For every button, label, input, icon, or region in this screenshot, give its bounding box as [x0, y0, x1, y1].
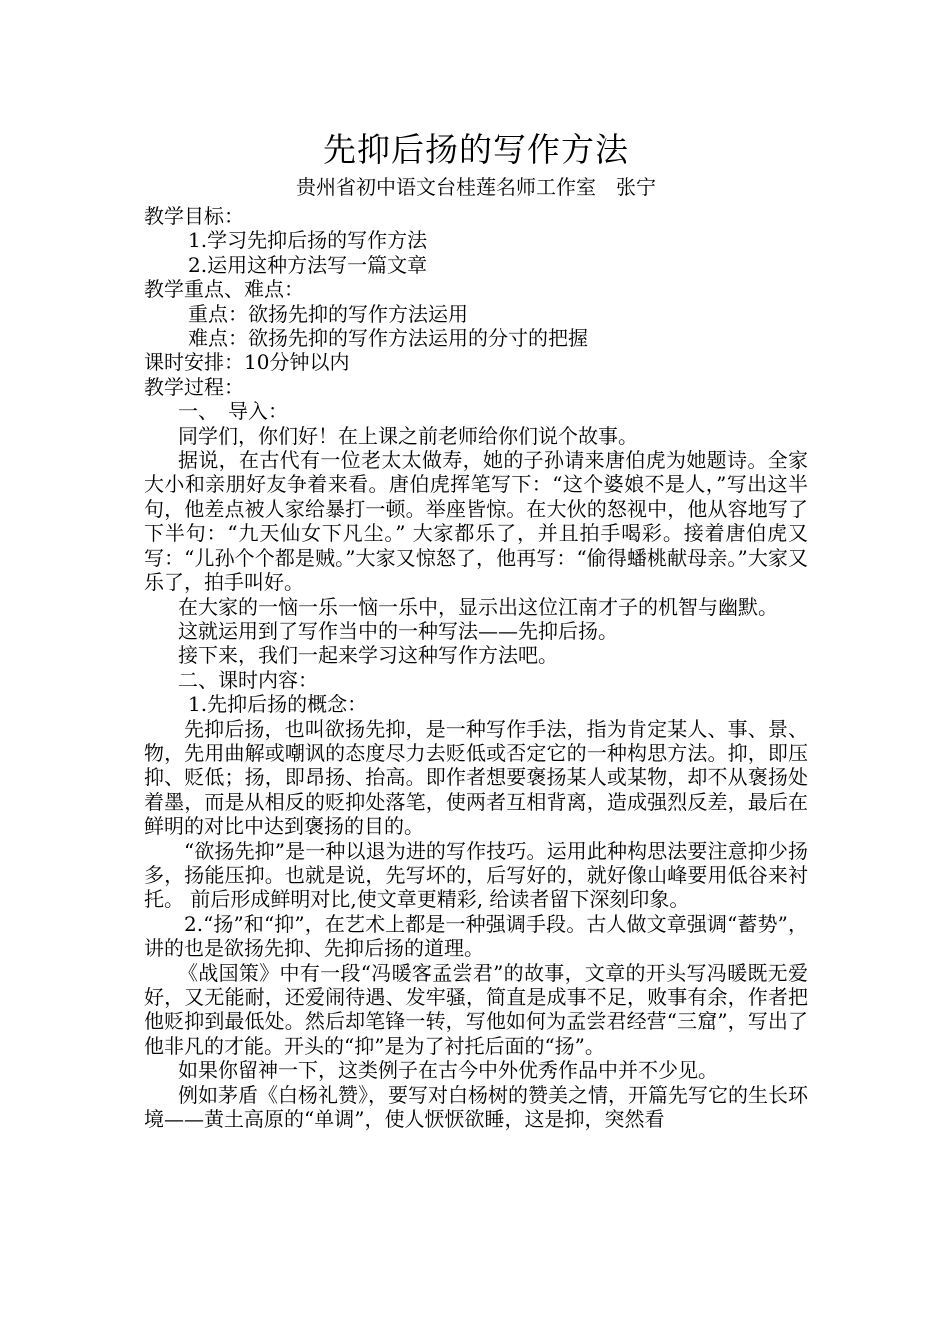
intro-paragraph-2: 据说，在古代有一位老太太做寿，她的子孙请来唐伯虎为她题诗。全家大小和亲朋好友争着来看。唐伯虎挥笔写下：“这个婆娘不是人，”写出这半句，他差点被人家给暴打一顿。举座皆惊。在大伙的怒视中，他从容地写了下半句：“九天仙女下凡尘。” 大家都乐了，并且拍手喝彩。接着唐伯虎又写：“儿孙个个都是贼。”大家又惊怒了，他再写：“偷得蟠桃献母亲。”大家又乐了，拍手叫好。 — [144, 448, 808, 595]
intro-paragraph-4: 这就运用到了写作当中的一种写法——先抑后扬。 — [178, 618, 618, 643]
schedule-line: 课时安排：10分钟以内 — [144, 350, 350, 375]
point2-paragraph-3: 如果你留神一下，这类例子在古今中外优秀作品中并不少见。 — [178, 1058, 718, 1083]
focus-label: 教学重点、难点： — [144, 277, 304, 302]
author-line: 贵州省初中语文台桂莲名师工作室 张宁 — [296, 175, 656, 199]
concept-paragraph-1: 先抑后扬，也叫欲扬先抑，是一种写作手法，指为肯定某人、事、景、物，先用曲解或嘲讽的态度尽力去贬低或否定它的一种构思方法。抑，即压抑、贬低；扬，即昂扬、抬高。即作者想要褒扬某人或某物，却不从褒扬处着墨，而是从相反的贬抑处落笔，使两者互相背离，造成强烈反差，最后在鲜明的对比中达到褒扬的目的。 — [144, 716, 808, 839]
document-page — [144, 128, 808, 1131]
objective-item-2: 2.运用这种方法写一篇文章 — [188, 252, 428, 277]
objective-item-1: 1.学习先抑后扬的写作方法 — [188, 228, 428, 253]
concept-heading: 1.先抑后扬的概念： — [188, 692, 368, 717]
section1-heading: 一、 导入： — [178, 399, 288, 424]
concept-paragraph-2: “欲扬先抑”是一种以退为进的写作技巧。运用此种构思法要注意抑少扬多，扬能压抑。也就是说，先写坏的，后写好的，就好像山峰要用低谷来衬托。 前后形成鲜明对比,使文章更精彩, 给读者留下深刻印象。 — [144, 838, 808, 912]
point2-paragraph-1: 2.“扬”和“抑”，在艺术上都是一种强调手段。古人做文章强调“蓄势”，讲的也是欲扬先抑、先抑后扬的道理。 — [144, 911, 808, 961]
point2-paragraph-2: 《战国策》中有一段“冯暖客孟尝君”的故事，文章的开头写冯暖既无爱好，又无能耐，还爱闹待遇、发牢骚，简直是成事不足，败事有余，作者把他贬抑到最低处。然后却笔锋一转，写他如何为孟尝君经营“三窟”，写出了他非凡的才能。开头的“抑”是为了衬托后面的“扬”。 — [144, 960, 808, 1058]
section2-heading: 二、课时内容： — [178, 667, 318, 692]
point2-paragraph-4: 例如茅盾《白杨礼赞》，要写对白杨树的赞美之情，开篇先写它的生长环境——黄土高原的“单调”，使人恹恹欲睡，这是抑，突然看 — [144, 1082, 808, 1132]
intro-paragraph-5: 接下来，我们一起来学习这种写作方法吧。 — [178, 643, 558, 668]
page-title: 先抑后扬的写作方法 — [323, 130, 629, 169]
intro-paragraph-3: 在大家的一恼一乐一恼一乐中，显示出这位江南才子的机智与幽默。 — [178, 594, 778, 619]
objectives-label: 教学目标： — [144, 204, 244, 228]
focus-item-difficulty: 难点：欲扬先抑的写作方法运用的分寸的把握 — [188, 326, 588, 351]
process-label: 教学过程： — [144, 374, 244, 399]
focus-item-key: 重点：欲扬先抑的写作方法运用 — [188, 301, 468, 326]
intro-paragraph-1: 同学们，你们好！在上课之前老师给你们说个故事。 — [178, 423, 638, 448]
